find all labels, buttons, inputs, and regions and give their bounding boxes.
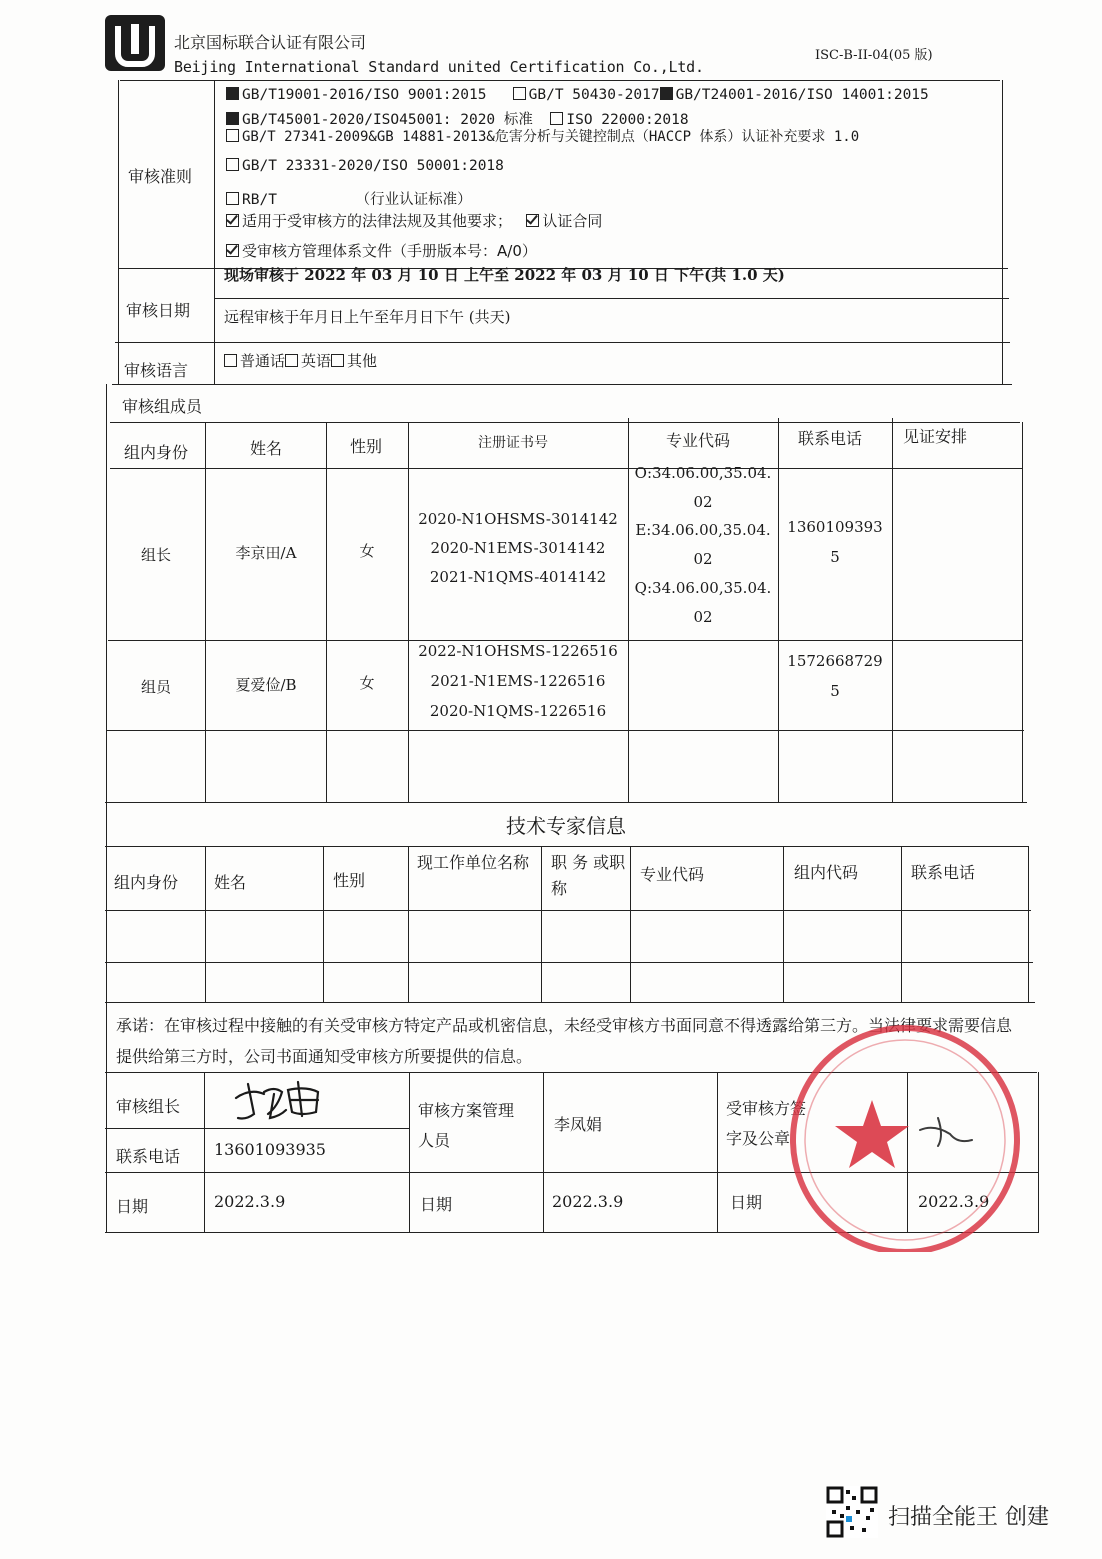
checkbox-empty-icon[interactable]: [226, 129, 239, 142]
team-code-line: 02: [693, 493, 713, 511]
onsite-audit-date: 现场审核于 2022 年 03 月 10 日 上午至 2022 年 03 月 10 日 下午(共 1.0 天): [224, 266, 785, 284]
team-cert-2: 2020-N1EMS-3014142: [430, 539, 606, 557]
date-label: 日期: [116, 1197, 149, 1216]
team-header-code: 专业代码: [666, 431, 731, 450]
checkbox-empty-icon[interactable]: [226, 158, 239, 171]
team-header-role: 组内身份: [124, 443, 189, 462]
criteria-label: 审核准则: [128, 167, 193, 186]
team-header-phone: 联系电话: [798, 429, 863, 448]
form-code: ISC-B-II-04(05 版): [815, 48, 933, 63]
confidentiality-promise: 承诺：在审核过程中接触的有关受审核方特定产品或机密信息，未经受审核方书面同意不得透露给第三方。当法律要求需要信息提供给第三方时，公司书面通知受审核方所要提供的信息。: [116, 1016, 1013, 1066]
team-name: 李京田/A: [235, 544, 297, 562]
checkbox-empty-icon[interactable]: [513, 87, 526, 100]
date-value: 2022.3.9: [918, 1192, 990, 1211]
team-phone: 5: [830, 682, 840, 700]
company-name-cn: 北京国标联合认证有限公司: [174, 33, 367, 52]
audit-date-label: 审核日期: [126, 301, 191, 320]
expert-header-team-code: 组内代码: [794, 863, 859, 882]
expert-header-role: 组内身份: [114, 873, 179, 892]
criteria-line-5: RB/T （行业认证标准）: [226, 188, 472, 209]
checkbox-checked-icon[interactable]: [226, 112, 239, 125]
team-code-line: Q:34.06.00,35.04.: [634, 579, 772, 597]
date-label: 日期: [420, 1195, 453, 1214]
team-header-cert: 注册证书号: [478, 435, 548, 451]
leader-label: 审核组长: [116, 1097, 181, 1116]
team-role: 组员: [140, 678, 171, 696]
plan-manager-label: 审核方案管理人员: [418, 1101, 515, 1150]
team-name: 夏爱俭/B: [235, 676, 297, 694]
team-gender: 女: [359, 542, 375, 560]
company-name-en: Beijing International Standard united Certification Co.,Ltd.: [174, 58, 704, 76]
team-role: 组长: [140, 546, 171, 564]
team-phone: 1572668729: [787, 652, 883, 670]
scanner-watermark-text: 扫描全能王 创建: [888, 1505, 1049, 1530]
expert-header-phone: 联系电话: [911, 863, 976, 882]
team-cert-3: 2020-N1QMS-1226516: [429, 702, 607, 720]
team-header-witness: 见证安排: [903, 427, 968, 446]
criteria-line-4: GB/T 23331-2020/ISO 50001:2018: [226, 158, 504, 174]
phone-label: 联系电话: [116, 1147, 181, 1166]
criteria-line-6: 适用于受审核方的法律法规及其他要求； 认证合同: [226, 210, 602, 231]
team-cert-1: 2022-N1OHSMS-1226516: [418, 642, 618, 660]
date-label: 日期: [730, 1193, 763, 1212]
team-header-name: 姓名: [250, 439, 283, 458]
team-phone: 5: [830, 548, 840, 566]
checkbox-checked-icon[interactable]: [660, 87, 673, 100]
plan-manager-name: 李凤娟: [554, 1115, 603, 1134]
leader-signature: [228, 1074, 348, 1126]
auditee-label: 受审核方签字及公章: [726, 1099, 807, 1148]
expert-header-gender: 性别: [333, 871, 366, 890]
team-phone: 1360109393: [787, 518, 883, 536]
team-code-line: 02: [693, 608, 713, 626]
qr-code-icon: [826, 1486, 878, 1538]
checkbox-checked-icon[interactable]: [226, 244, 239, 257]
checkbox-empty-icon[interactable]: [285, 354, 298, 367]
team-code-line: 02: [693, 550, 713, 568]
expert-header-employer: 现工作单位名称: [417, 853, 530, 872]
team-header-gender: 性别: [350, 437, 383, 456]
language-label: 审核语言: [124, 361, 189, 380]
checkbox-empty-icon[interactable]: [550, 112, 563, 125]
checkbox-empty-icon[interactable]: [224, 354, 237, 367]
company-logo: [104, 14, 166, 72]
date-value: 2022.3.9: [214, 1192, 286, 1211]
expert-header-name: 姓名: [214, 873, 247, 892]
checkbox-empty-icon[interactable]: [331, 354, 344, 367]
criteria-line-2: GB/T45001-2020/ISO45001: 2020 标准 ISO 22000:2018: [226, 108, 689, 129]
remote-audit-date: 远程审核于年月日上午至年月日下午 (共天): [224, 308, 511, 326]
checkbox-checked-icon[interactable]: [526, 214, 539, 227]
team-cert-1: 2020-N1OHSMS-3014142: [418, 510, 618, 528]
team-label: 审核组成员: [122, 397, 203, 416]
language-options: 普通话 英语 其他: [224, 350, 377, 371]
criteria-line-1: GB/T19001-2016/ISO 9001:2015 GB/T 50430-2017 GB/T24001-2016/ISO 14001:2015: [226, 87, 929, 103]
team-gender: 女: [359, 674, 375, 692]
checkbox-checked-icon[interactable]: [226, 87, 239, 100]
expert-header-title: 职 务 或职称: [551, 853, 626, 898]
team-code-line: O:34.06.00,35.04.: [634, 464, 772, 482]
leader-phone: 13601093935: [214, 1140, 326, 1159]
company-seal: [770, 1022, 1040, 1252]
checkbox-checked-icon[interactable]: [226, 214, 239, 227]
team-code-line: E:34.06.00,35.04.: [635, 521, 771, 539]
date-value: 2022.3.9: [552, 1192, 624, 1211]
checkbox-empty-icon[interactable]: [226, 192, 239, 205]
expert-header-code: 专业代码: [640, 865, 705, 884]
criteria-line-3: GB/T 27341-2009&GB 14881-2013&危害分析与关键控制点（HACCP 体系）认证补充要求 1.0: [226, 126, 859, 146]
team-cert-3: 2021-N1QMS-4014142: [429, 568, 607, 586]
criteria-line-7: 受审核方管理体系文件（手册版本号：A/0）: [226, 240, 537, 261]
team-cert-2: 2021-N1EMS-1226516: [430, 672, 606, 690]
experts-title: 技术专家信息: [506, 814, 626, 838]
